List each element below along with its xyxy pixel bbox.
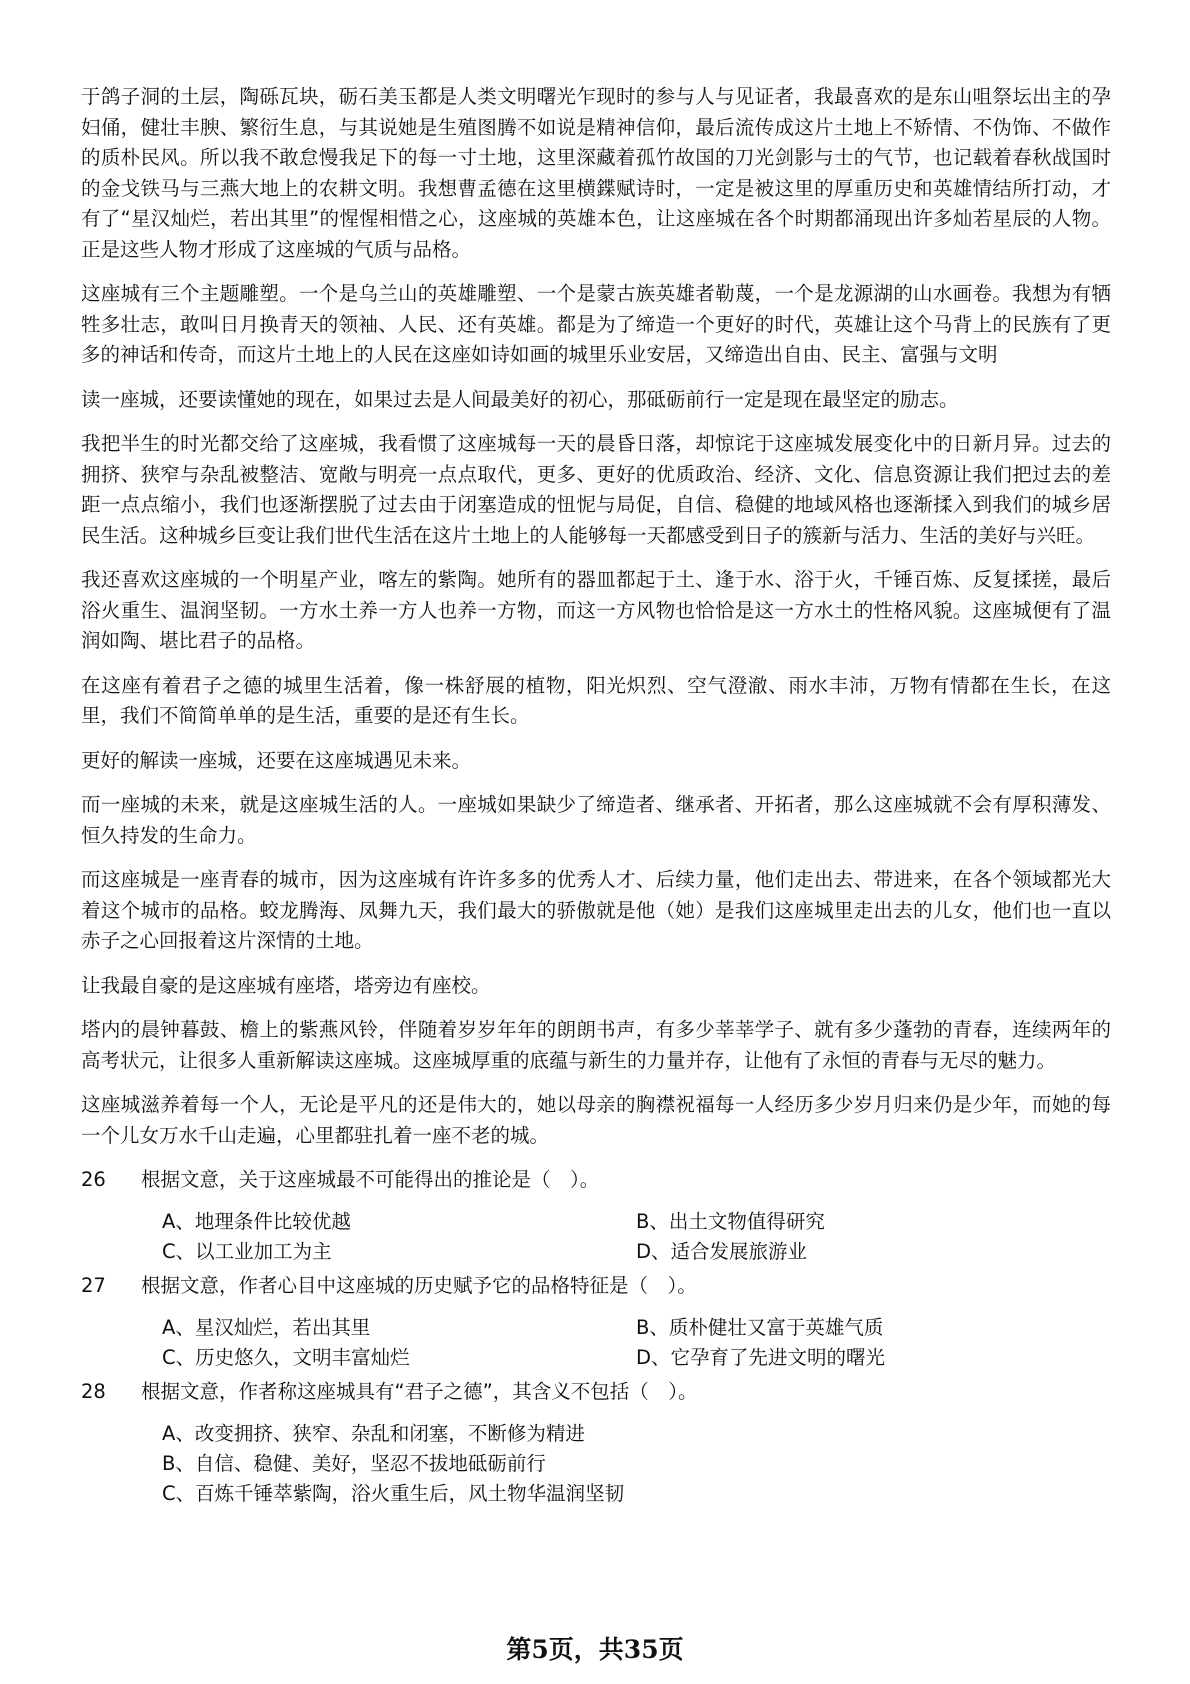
option-b[interactable]: B、自信、稳健、美好，坚忍不拔地砥砺前行 <box>162 1452 546 1475</box>
question-stem: 根据文意，作者称这座城具有“君子之德”，其含义不包括（ ）。 <box>141 1380 698 1403</box>
option-a[interactable]: A、改变拥挤、狭窄、杂乱和闭塞，不断修为精进 <box>162 1422 585 1445</box>
answer-options <box>162 1313 1111 1373</box>
question-number: 28 <box>81 1380 106 1403</box>
option-c[interactable]: C、百炼千锤萃紫陶，浴火重生后，风土物华温润坚韧 <box>162 1482 625 1505</box>
question-27 <box>81 1271 1111 1373</box>
question-stem: 根据文意，关于这座城最不可能得出的推论是（ ）。 <box>141 1168 600 1191</box>
document-body <box>81 82 1111 1513</box>
paragraph: 这座城有三个主题雕塑。一个是乌兰山的英雄雕塑、一个是蒙古族英雄者勒蔑，一个是龙源湖的山水画卷。我想为有牺牲多壮志，敢叫日月换青天的领袖、人民、还有英雄。都是为了缔造一个更好的时代，英雄让这个马背上的民族有了更多的神话和传奇，而这片土地上的人民在这座如诗如画的城里乐业安居，又缔造出自由、民主、富强与文明 <box>81 282 1111 366</box>
option-b[interactable]: B、质朴健壮又富于英雄气质 <box>636 1316 884 1339</box>
question-number: 27 <box>81 1274 106 1297</box>
option-d[interactable]: D、它孕育了先进文明的曙光 <box>636 1346 886 1369</box>
question-26 <box>81 1165 1111 1267</box>
question-number: 26 <box>81 1168 106 1191</box>
page-number: 第5页，共35页 <box>506 1635 684 1664</box>
option-a[interactable]: A、地理条件比较优越 <box>162 1210 351 1233</box>
paragraph: 读一座城，还要读懂她的现在，如果过去是人间最美好的初心，那砥砺前行一定是现在最坚定的励志。 <box>81 387 959 411</box>
option-d[interactable]: D、适合发展旅游业 <box>636 1240 808 1263</box>
paragraph: 塔内的晨钟暮鼓、檐上的紫燕风铃，伴随着岁岁年年的朗朗书声，有多少莘莘学子、就有多少蓬勃的青春，连续两年的高考状元，让很多人重新解读这座城。这座城厚重的底蕴与新生的力量并存，让他有了永恒的青春与无尽的魅力。 <box>81 1018 1111 1072</box>
paragraph: 在这座有着君子之德的城里生活着，像一株舒展的植物，阳光炽烈、空气澄澈、雨水丰沛，万物有情都在生长，在这里，我们不简简单单的是生活，重要的是还有生长。 <box>81 673 1111 727</box>
paragraph: 而一座城的未来，就是这座城生活的人。一座城如果缺少了缔造者、继承者、开拓者，那么这座城就不会有厚积薄发、恒久持发的生命力。 <box>81 793 1111 847</box>
paragraph: 更好的解读一座城，还要在这座城遇见未来。 <box>81 748 472 772</box>
question-stem: 根据文意，作者心目中这座城的历史赋予它的品格特征是（ ）。 <box>141 1274 697 1297</box>
option-c[interactable]: C、历史悠久，文明丰富灿烂 <box>162 1346 410 1369</box>
paragraph: 让我最自豪的是这座城有座塔，塔旁边有座校。 <box>81 973 491 997</box>
option-a[interactable]: A、星汉灿烂，若出其里 <box>162 1316 371 1339</box>
option-b[interactable]: B、出土文物值得研究 <box>636 1210 825 1233</box>
paragraph: 而这座城是一座青春的城市，因为这座城有许许多多的优秀人才、后续力量，他们走出去、带进来，在各个领域都光大着这个城市的品格。蛟龙腾海、凤舞九天，我们最大的骄傲就是他（她）是我们这座城里走出去的儿女，他们也一直以赤子之心回报着这片深情的土地。 <box>81 868 1111 952</box>
answer-options <box>162 1419 1111 1509</box>
paragraph: 这座城滋养着每一个人，无论是平凡的还是伟大的，她以母亲的胸襟祝福每一人经历多少岁月归来仍是少年，而她的每一个儿女万水千山走遍，心里都驻扎着一座不老的城。 <box>81 1093 1111 1147</box>
paragraph: 我把半生的时光都交给了这座城，我看惯了这座城每一天的晨昏日落，却惊诧于这座城发展变化中的日新月异。过去的拥挤、狭窄与杂乱被整洁、宽敞与明亮一点点取代，更多、更好的优质政治、经济、文化、信息资源让我们把过去的差距一点点缩小，我们也逐渐摆脱了过去由于闭塞造成的忸怩与局促，自信、稳健的地域风格也逐渐揉入到我们的城乡居民生活。这种城乡巨变让我们世代生活在这片土地上的人能够每一天都感受到日子的簇新与活力、生活的美好与兴旺。 <box>81 432 1111 547</box>
question-28 <box>81 1377 1111 1509</box>
option-c[interactable]: C、以工业加工为主 <box>162 1240 332 1263</box>
paragraph: 我还喜欢这座城的一个明星产业，喀左的紫陶。她所有的器皿都起于土、逢于水、浴于火，千锤百炼、反复揉搓，最后浴火重生、温润坚韧。一方水土养一方人也养一方物，而这一方风物也恰恰是这一方水土的性格风貌。这座城便有了温润如陶、堪比君子的品格。 <box>81 568 1111 652</box>
answer-options <box>162 1207 1111 1267</box>
paragraph: 于鸽子洞的土层，陶砾瓦块，砺石美玉都是人类文明曙光乍现时的参与人与见证者，我最喜欢的是东山咀祭坛出主的孕妇俑，健壮丰腴、繁衍生息，与其说她是生殖图腾不如说是精神信仰，最后流传成这片土地上不矫情、不伪饰、不做作的质朴民风。所以我不敢怠慢我足下的每一寸土地，这里深藏着孤竹故国的刀光剑影与士的气节，也记载着春秋战国时的金戈铁马与三燕大地上的农耕文明。我想曹孟德在这里横鍱赋诗时，一定是被这里的厚重历史和英雄情结所打动，才有了“星汉灿烂，若出其里”的惺惺相惜之心，这座城的英雄本色，让这座城在各个时期都涌现出许多灿若星辰的人物。正是这些人物才形成了这座城的气质与品格。 <box>81 85 1111 261</box>
